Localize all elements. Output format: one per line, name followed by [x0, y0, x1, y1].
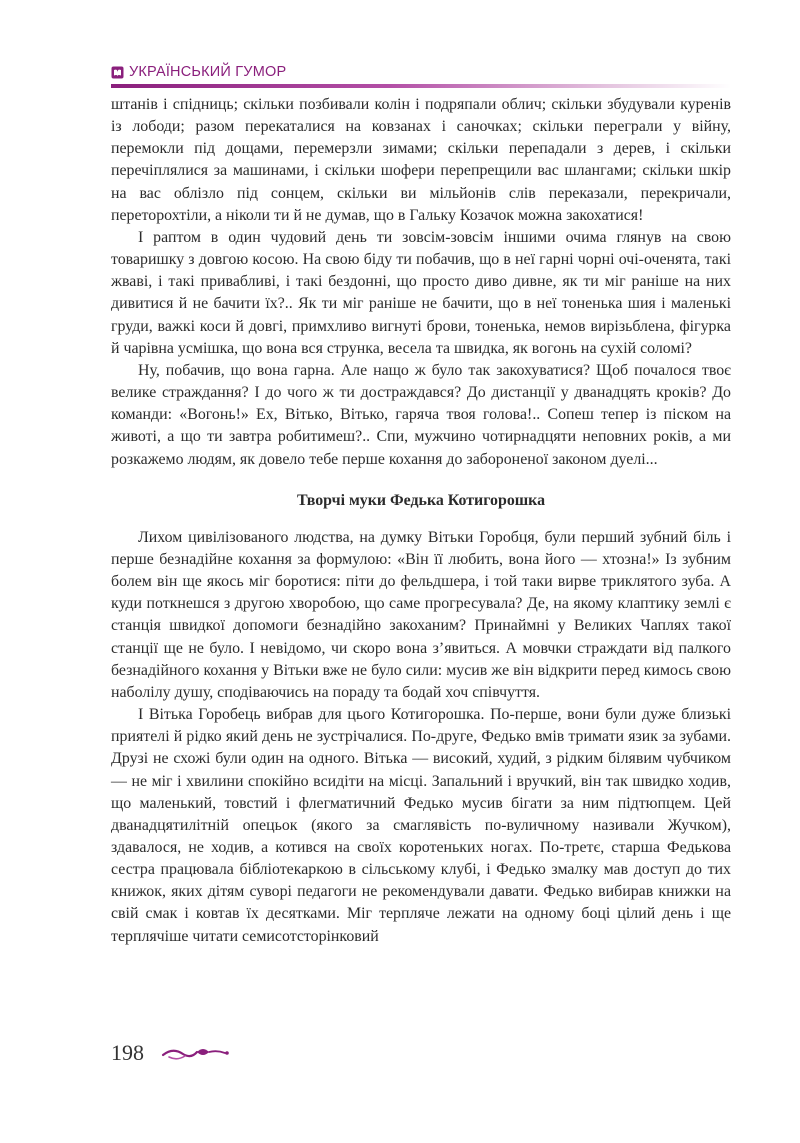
paragraph: штанів і спідниць; скільки позбивали колін і подряпали облич; скільки збудували куренів із лободи; разом перекаталися на ковзанах і саночках; скільки переграли у війну, перемокли під дощами, перемерзли зимами; скільки перепадали з дерев, і скільки перечіплялися за машинами, і скільки шофери перепрещили вас шлангами; скільки шкір на вас облізло під сонцем, скільки ви мільйонів слів переказали, перекричали, переторохтіли, а ніколи ти й не думав, що в Гальку Козачок можна закохатися!: [111, 96, 731, 224]
paragraph: І Вітька Горобець вибрав для цього Котигорошка. По-перше, вони були дуже близькі приятелі й рідко який день не зустрічалися. По-друге, Федько вмів тримати язик за зубами. Друзі не схожі були один на одного. Вітька — високий, худий, з рідким білявим чубчиком — не міг і хвилини спокійно всидіти на місці. Запальний і вручкий, він так швидко ходив, що маленький, товстий і флегматичний Федько мусив бігати за ним підтюпцем. Цей дванадцятилітній опецьок (якого за смаглявість по-вуличному називали Жучком), здавалося, не ходив, а котився на своїх коротеньких ногах. По-третє, старша Федькова сестра працювала бібліотекаркою в сільському клубі, і Федько змалку мав доступ до тих книжок, яких дітям суворі педагоги не рекомендували давати. Федько вибирав книжки на свій смак і ковтав їх десятками. Міг терпляче лежати на одному боці цілий день і ще терплячіше читати семисотсторінковий: [111, 706, 731, 945]
paragraph: Ну, побачив, що вона гарна. Але нащо ж було так закохуватися? Щоб почалося твоє велике страждання? І до чого ж ти достраждався? До дистанції у дванадцять кроків? До команди: «Вогонь!» Ех, Вітько, Вітько, гаряча твоя голова!.. Сопеш тепер із піском на животі, а що ти завтра робитимеш?.. Спи, мужчино чотирнадцяти неповних років, а ми розкажемо людям, як довело тебе перше кохання до забороненої законом дуелі...: [111, 361, 731, 468]
flourish-ornament-icon: [161, 1043, 231, 1065]
header-rule: [111, 84, 731, 88]
book-ornament-icon: [111, 66, 124, 79]
page-body: [111, 94, 731, 948]
section-header-title: УКРАЇНСЬКИЙ ГУМОР: [129, 64, 287, 80]
paragraph: І раптом в один чудовий день ти зовсім-зовсім іншими очима глянув на свою товаришку з довгою косою. На свою біду ти побачив, що в неї гарні чорні очі-оченята, такі жваві, і такі привабливі, і такі бездонні, що просто диво дивне, як ти міг раніше на них дивитися й не бачити їх?.. Як ти міг раніше не бачити, що в неї тоненька шия і маленькі груди, важкі коси й довгі, примхливо вигнуті брови, тоненька, немов вирізьблена, фігурка й чарівна усмішка, що вона вся струнка, весела та швидка, як вогонь на сухій соломі?: [111, 228, 731, 357]
running-header: [111, 62, 731, 84]
paragraph: Лихом цивілізованого людства, на думку Вітьки Горобця, були перший зубний біль і перше безнадійне кохання за формулою: «Він її любить, вона його — хтозна!» Із зубним болем він ще якось міг боротися: піти до фельдшера, і той таки вирве триклятого зуба. А куди поткнешся з другою хворобою, що саме прогресувала? Де, на якому клаптику землі є станція швидкої допомоги безнадійно закоханим? Принаймні у Великих Чаплях такої станції ще не було. І невідомо, чи скоро вона з’явиться. А мовчки страждати від палкого безнадійного кохання у Вітьки вже не було сили: мусив же він відкрити перед кимось свою наболілу душу, сподіваючись на пораду та бодай хоч співчуття.: [111, 528, 731, 701]
page-number: 198: [111, 1040, 144, 1065]
section-title: Творчі муки Федька Котигорошка: [296, 491, 546, 509]
page-footer: [111, 1040, 311, 1070]
